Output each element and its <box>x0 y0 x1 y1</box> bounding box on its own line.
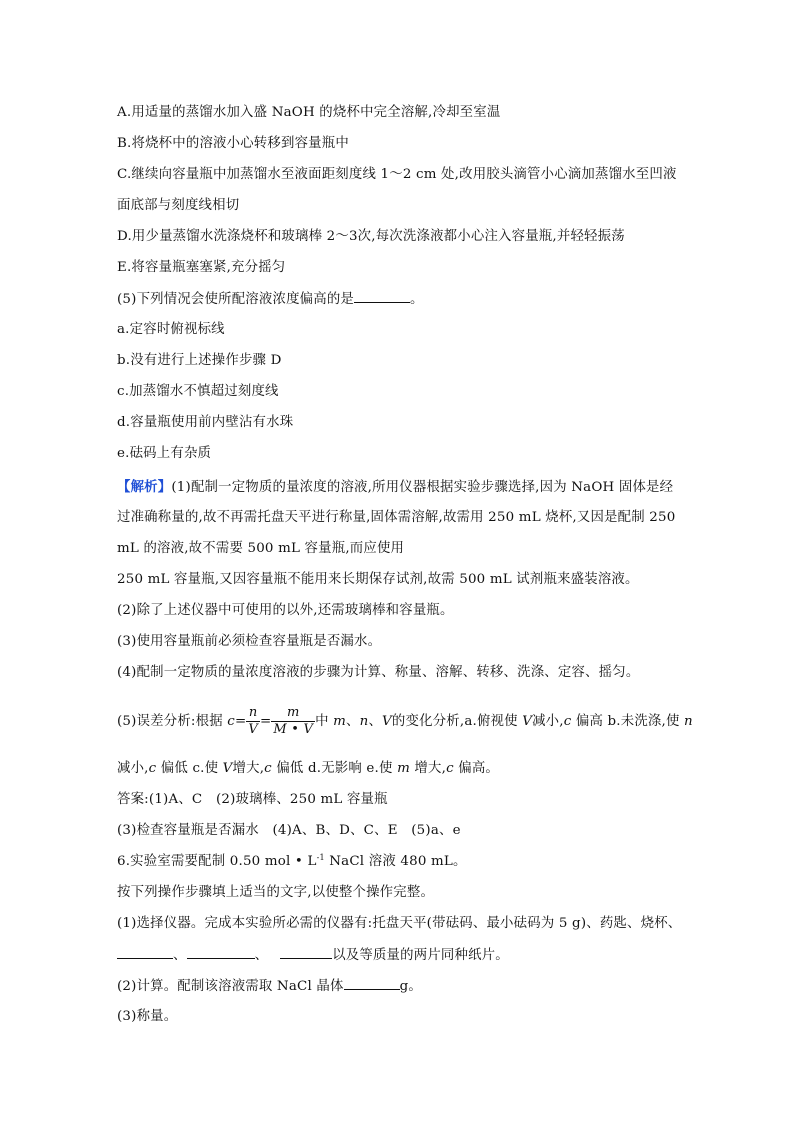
answer-line-2: (3)检查容量瓶是否漏水 (4)A、B、D、C、E (5)a、e <box>117 823 461 838</box>
answer-blank <box>117 946 173 959</box>
fraction-numerator: n <box>246 705 260 722</box>
question-6-title-text: 6.实验室需要配制 0.50 mol • L <box>117 854 317 869</box>
var-c: c <box>446 761 454 776</box>
formula-var-n: n <box>359 714 369 729</box>
step-2-text: (2)计算。配制该溶液需取 NaCl 晶体 <box>117 979 344 994</box>
formula-suffix: 的变化分析,a.俯视使 <box>391 714 523 729</box>
analysis-line-3: mL 的溶液,故不需要 500 mL 容量瓶,而应使用 <box>117 541 405 556</box>
analysis-line-2: 过准确称量的,故不再需托盘天平进行称量,固体需溶解,故需用 250 mL 烧杯,又因是配制 250 <box>117 510 676 525</box>
separator: 、 <box>254 948 269 963</box>
analysis2-text: 增大, <box>409 761 447 776</box>
question-6-step-2 <box>117 977 422 996</box>
analysis-line-7: (4)配制一定物质的量浓度溶液的步骤为计算、称量、溶解、转移、洗涤、定容、摇匀。 <box>117 665 640 680</box>
fraction-denominator: M • V <box>273 722 314 737</box>
answer-blank <box>187 946 255 959</box>
fraction-m-over-mv <box>271 705 315 738</box>
option-e: e.砝码上有杂质 <box>117 446 212 461</box>
formula-text: 偏高 b.未洗涤,使 <box>571 714 685 729</box>
analysis-line-8 <box>117 760 499 778</box>
answer-blank <box>344 977 400 990</box>
analysis-line-6: (3)使用容量瓶前必须检查容量瓶是否漏水。 <box>117 634 382 649</box>
var-v: V <box>222 761 233 776</box>
formula-var-n: n <box>684 714 693 729</box>
analysis2-text: 增大, <box>232 761 265 776</box>
analysis2-text: 偏低 d.无影响 e.使 <box>271 761 398 776</box>
question-6-title-end: NaCl 溶液 480 mL。 <box>324 854 467 869</box>
step-d: D.用少量蒸馏水洗涤烧杯和玻璃棒 2～3次,每次洗涤液都小心注入容量瓶,并轻轻振荡 <box>117 229 625 244</box>
formula-var-v: V <box>382 714 392 729</box>
var-c: c <box>264 761 272 776</box>
var-m: m <box>397 761 410 776</box>
step-1-end: 以及等质量的两片同种纸片。 <box>332 948 509 963</box>
formula-var-v: V <box>522 714 533 729</box>
option-a: a.定容时俯视标线 <box>117 322 225 337</box>
fraction-numerator: m <box>271 705 315 722</box>
step-b: B.将烧杯中的溶液小心转移到容量瓶中 <box>117 136 349 151</box>
analysis2-text: 偏低 c.使 <box>156 761 223 776</box>
formula-line <box>117 704 693 740</box>
question-6-intro: 按下列操作步骤填上适当的文字,以使整个操作完整。 <box>117 885 435 900</box>
formula-eq2: = <box>260 714 272 729</box>
analysis2-text: 偏高。 <box>453 761 500 776</box>
analysis-line-1 <box>117 478 673 497</box>
step-e: E.将容量瓶塞塞紧,充分摇匀 <box>117 260 286 275</box>
analysis-line-4: 250 mL 容量瓶,又因容量瓶不能用来长期保存试剂,故需 500 mL 试剂瓶来盛装溶液。 <box>117 572 639 587</box>
superscript: -1 <box>316 853 325 862</box>
step-a: A.用适量的蒸馏水加入盛 NaOH 的烧杯中完全溶解,冷却至室温 <box>117 105 501 120</box>
question-6-step-1: (1)选择仪器。完成本实验所必需的仪器有:托盘天平(带砝码、最小砝码为 5 g)、药匙、烧杯、 <box>117 916 682 931</box>
question-5-text: (5)下列情况会使所配溶液浓度偏高的是 <box>117 292 355 307</box>
var-c: c <box>148 761 157 776</box>
formula-sep: 、 <box>346 714 360 729</box>
step-c: C.继续向容量瓶中加蒸馏水至液面距刻度线 1～2 cm 处,改用胶头滴管小心滴加蒸馏水至凹液 <box>117 167 677 182</box>
step-c-cont: 面底部与刻度线相切 <box>117 198 240 213</box>
fraction-denominator: V <box>248 722 258 737</box>
answer-line-1: 答案:(1)A、C (2)玻璃棒、250 mL 容量瓶 <box>117 792 388 807</box>
analysis-line-5: (2)除了上述仪器中可使用的以外,还需玻璃棒和容量瓶。 <box>117 603 454 618</box>
formula-var-m: m <box>333 714 347 729</box>
answer-blank <box>280 946 332 959</box>
formula-mid: 中 <box>315 714 334 729</box>
formula-var-c: c <box>563 714 572 729</box>
analysis2-text: 减小, <box>117 761 149 776</box>
formula-eq1: = <box>234 714 247 729</box>
formula-text: 减小, <box>532 714 564 729</box>
option-c: c.加蒸馏水不慎超过刻度线 <box>117 384 279 399</box>
analysis-text-1: (1)配制一定物质的量浓度的溶液,所用仪器根据实验步骤选择,因为 NaOH 固体是经 <box>171 480 674 495</box>
question-5-end: 。 <box>410 292 424 307</box>
question-6-step-1-blanks <box>117 946 509 965</box>
separator: 、 <box>173 948 187 963</box>
question-6-title <box>117 853 467 871</box>
option-b: b.没有进行上述操作步骤 D <box>117 353 282 368</box>
question-5 <box>117 290 424 309</box>
formula-sep: 、 <box>368 714 383 729</box>
answer-blank <box>354 290 410 303</box>
step-2-end: g。 <box>399 979 422 994</box>
formula-prefix: (5)误差分析:根据 <box>117 714 228 729</box>
fraction-n-over-v <box>246 705 260 738</box>
question-6-step-3: (3)称量。 <box>117 1009 178 1024</box>
formula-c: c <box>227 714 235 729</box>
option-d: d.容量瓶使用前内壁沾有水珠 <box>117 415 294 430</box>
analysis-tag: 【解析】 <box>117 479 172 495</box>
